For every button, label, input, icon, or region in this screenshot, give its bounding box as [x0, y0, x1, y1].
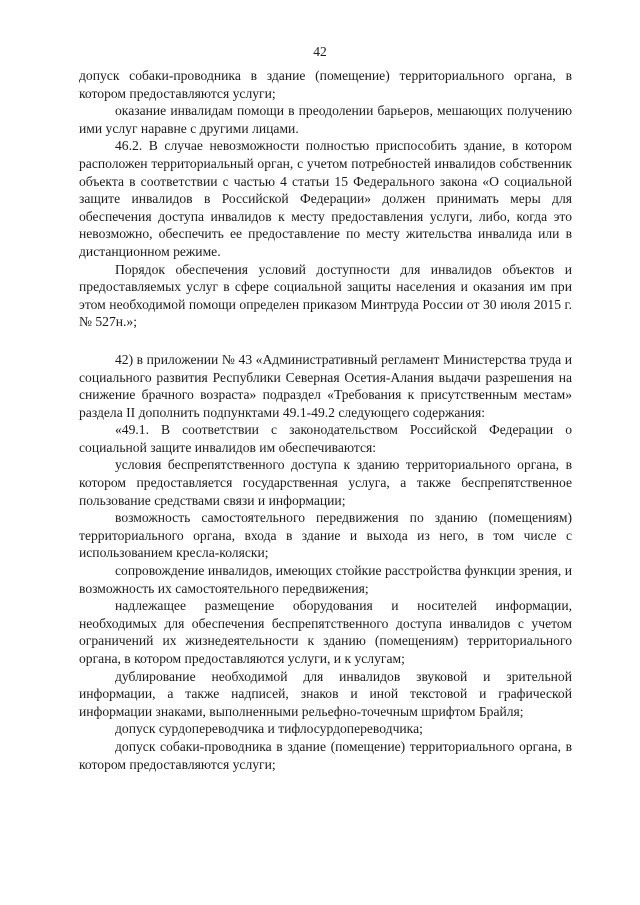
- paragraph: дублирование необходимой для инвалидов звуковой и зрительной информации, а также надписей, знаков и иной текстовой и графической информации знаками, выполненными рельефно-точечным шрифтом Брайля;: [79, 668, 572, 719]
- paragraph: возможность самостоятельного передвижения по зданию (помещениям) территориального органа, входа в здание и выхода из него, в том числе с использованием кресла-коляски;: [79, 510, 572, 561]
- paragraph-continuation: допуск собаки-проводника в здание (помещение) территориального органа, в котором предоставляются услуги;: [79, 68, 572, 101]
- paragraph: «49.1. В соответствии с законодательством Российской Федерации о социальной защите инвалидов им обеспечиваются:: [79, 422, 572, 455]
- paragraph-gap: [79, 331, 572, 351]
- paragraph: Порядок обеспечения условий доступности для инвалидов объектов и предоставляемых услуг в сфере социальной защиты населения и оказания им при этом необходимой помощи определен приказом Минтруда России от 30 июля 2015 г. № 527н.»;: [79, 261, 572, 330]
- paragraph: условия беспрепятственного доступа к зданию территориального органа, в котором предоставляется государственная услуга, а также беспрепятственное пользование средствами связи и информации;: [79, 457, 572, 508]
- paragraph-item-42: 42) в приложении № 43 «Административный регламент Министерства труда и социального развития Республики Северная Осетия-Алания выдачи разрешения на снижение брачного возраста» подраздел «Требования к присутственным местам» раздела II дополнить подпунктами 49.1-49.2 следующего содержания:: [79, 351, 572, 420]
- paragraph: надлежащее размещение оборудования и носителей информации, необходимых для обеспечения беспрепятственного доступа инвалидов с учетом ограничений их жизнедеятельности к зданию (помещениям) территориального органа, в котором предоставляются услуги, и к услугам;: [79, 598, 572, 666]
- paragraph: сопровождение инвалидов, имеющих стойкие расстройства функции зрения, и возможность их самостоятельного передвижения;: [79, 563, 572, 596]
- paragraph: 46.2. В случае невозможности полностью приспособить здание, в котором расположен территориальный орган, с учетом потребностей инвалидов собственник объекта в соответствии с частью 4 статьи 15 Федерального закона «О социальной защите инвалидов в Российской Федерации» должен принимать меры для обеспечения доступа инвалидов к месту предоставления услуги, либо, когда это невозможно, обеспечить ее предоставление по месту жительства инвалида или в дистанционном режиме.: [79, 138, 572, 259]
- paragraph: оказание инвалидам помощи в преодолении барьеров, мешающих получению ими услуг наравне с другими лицами.: [79, 103, 572, 136]
- page-number: 42: [313, 44, 327, 59]
- paragraph: допуск сурдопереводчика и тифлосурдопереводчика;: [115, 721, 423, 737]
- paragraph: допуск собаки-проводника в здание (помещение) территориального органа, в котором предоставляются услуги;: [79, 738, 572, 772]
- document-body: [79, 67, 572, 773]
